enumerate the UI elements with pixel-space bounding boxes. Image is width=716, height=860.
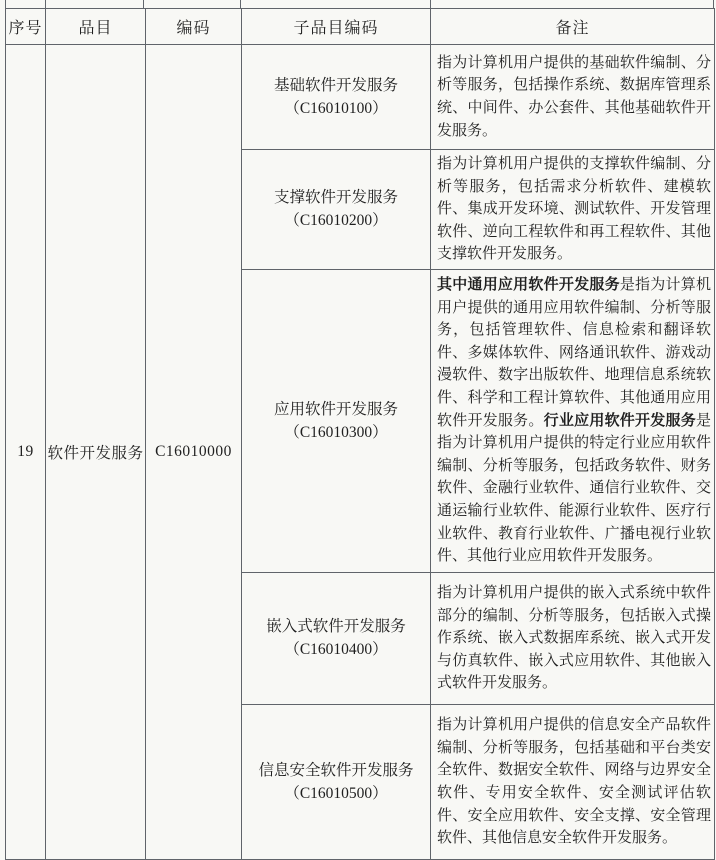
subitem-code: （C16010200） (284, 212, 388, 230)
table-header-row (6, 9, 715, 45)
row-code-cell: C16010000 (146, 45, 242, 860)
remark-cell (431, 572, 715, 704)
classification-table (5, 8, 715, 860)
header-subitem: 子品目编码 (242, 9, 431, 45)
subitem-cell (242, 572, 431, 704)
table-row (6, 45, 715, 150)
subitem-cell (242, 704, 431, 859)
header-remark: 备注 (431, 9, 715, 45)
subitem-name: 基础软件开发服务 (273, 77, 398, 94)
subitem-code: （C16010400） (284, 641, 388, 659)
header-code: 编码 (146, 9, 242, 45)
remark-bold-segment: 其中通用应用软件开发服务 (437, 277, 620, 294)
remark-bold-segment: 行业应用软件开发服务 (543, 412, 696, 429)
remark-text-segment: 指为计算机用户提供的支撑软件编制、分析等服务，包括需求分析软件、建模软件、集成开发环境、测试软件、开发管理软件、逆向工程软件和再工程软件、其他支撑软件开发服务。 (437, 156, 711, 263)
remark-text-segment: 指为计算机用户提供的基础软件编制、分析等服务，包括操作系统、数据库管理系统、中间件、办公套件、其他基础软件开发服务。 (437, 54, 711, 139)
subitem-cell (242, 150, 431, 270)
remark-text-segment: 指为计算机用户提供的信息安全产品软件编制、分析等服务，包括基础和平台类安全软件、数据安全软件、网络与边界安全软件、专用安全软件、安全测试评估软件、安全应用软件、安全支撑、安全管理软件、其他信息安全软件开发服务。 (437, 717, 711, 847)
header-item: 品目 (46, 9, 146, 45)
table-body (6, 45, 715, 860)
subitem-name: 信息安全软件开发服务 (258, 761, 414, 779)
subitem-cell (242, 45, 431, 150)
subitem-code: （C16010500） (284, 784, 388, 802)
row-item-cell: 软件开发服务 (46, 45, 146, 860)
remark-text-segment: 指为计算机用户提供的嵌入式系统中软件部分的编制、分析等服务，包括嵌入式操作系统、嵌入式数据库系统、嵌入式开发与仿真软件、嵌入式应用软件、其他嵌入式软件开发服务。 (437, 584, 711, 692)
remark-text-segment: 是指为计算机用户提供的特定行业应用软件编制、分析等服务，包括政务软件、财务软件、金融行业软件、通信行业软件、交通运输行业软件、能源行业软件、医疗行业软件、教育行业软件、广播电视行业软件、其他行业应用软件开发服务。 (437, 412, 711, 565)
remark-cell (431, 45, 715, 150)
subitem-name: 应用软件开发服务 (273, 400, 398, 418)
subitem-name: 支撑软件开发服务 (273, 189, 398, 207)
subitem-cell (242, 269, 431, 572)
remark-cell (431, 269, 715, 572)
remark-cell (431, 704, 715, 859)
header-serial: 序号 (6, 9, 46, 45)
row-serial-cell: 19 (6, 45, 46, 860)
subitem-code: （C16010100） (284, 100, 388, 117)
remark-cell (431, 150, 715, 270)
subitem-code: （C16010300） (284, 423, 388, 441)
subitem-name: 嵌入式软件开发服务 (266, 618, 406, 636)
remark-text-segment: 是指为计算机用户提供的通用应用软件编制、分析等服务，包括管理软件、信息检索和翻译软件、多媒体软件、网络通讯软件、游戏动漫软件、数字出版软件、地理信息系统软件、科学和工程计算软件、其他通用应用软件开发服务。 (437, 277, 711, 429)
